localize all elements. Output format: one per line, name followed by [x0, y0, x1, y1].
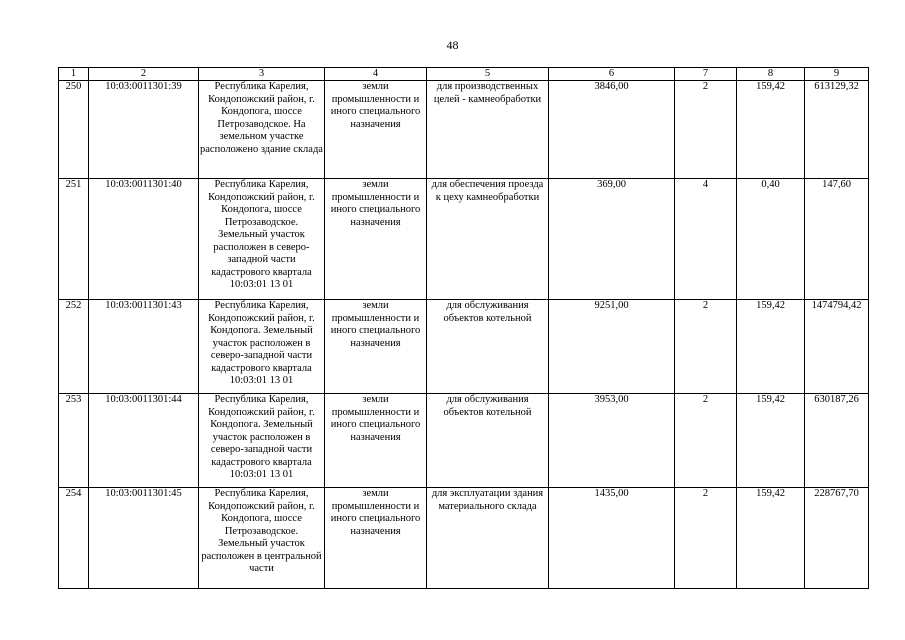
row-number: 254	[59, 488, 89, 589]
area-cell: 9251,00	[549, 300, 675, 394]
column-header: 1	[59, 68, 89, 81]
cadastral-number: 10:03:0011301:45	[89, 488, 199, 589]
column-9-cell: 630187,26	[805, 394, 869, 488]
column-7-cell: 2	[675, 81, 737, 179]
land-category-cell: земли промышленности и иного специального назначения	[325, 488, 427, 589]
column-8-cell: 159,42	[737, 394, 805, 488]
address-cell: Республика Карелия, Кондопожский район, г. Кондопога, шоссе Петрозаводское. Земельный участок расположен в северо-западной части кадастрового квартала 10:03:01 13 01	[199, 179, 325, 300]
column-9-cell: 613129,32	[805, 81, 869, 179]
permitted-use-cell: для эксплуатации здания материального склада	[427, 488, 549, 589]
row-number: 250	[59, 81, 89, 179]
column-7-cell: 2	[675, 394, 737, 488]
table-header-row	[59, 68, 869, 81]
row-number: 253	[59, 394, 89, 488]
cadastral-number: 10:03:0011301:39	[89, 81, 199, 179]
row-number: 251	[59, 179, 89, 300]
column-9-cell: 1474794,42	[805, 300, 869, 394]
land-category-cell: земли промышленности и иного специального назначения	[325, 81, 427, 179]
permitted-use-cell: для обеспечения проезда к цеху камнеобработки	[427, 179, 549, 300]
area-cell: 3846,00	[549, 81, 675, 179]
column-8-cell: 159,42	[737, 300, 805, 394]
land-category-cell: земли промышленности и иного специального назначения	[325, 394, 427, 488]
page-number: 48	[446, 38, 459, 52]
column-header: 6	[549, 68, 675, 81]
land-plots-table	[58, 67, 869, 589]
table-row	[59, 300, 869, 394]
address-cell: Республика Карелия, Кондопожский район, г. Кондопога. Земельный участок расположен в северо-западной части кадастрового квартала 10:03:01 13 01	[199, 394, 325, 488]
cadastral-number: 10:03:0011301:44	[89, 394, 199, 488]
column-header: 3	[199, 68, 325, 81]
column-7-cell: 2	[675, 300, 737, 394]
table-row	[59, 488, 869, 589]
cadastral-number: 10:03:0011301:43	[89, 300, 199, 394]
area-cell: 1435,00	[549, 488, 675, 589]
column-9-cell: 228767,70	[805, 488, 869, 589]
column-header: 4	[325, 68, 427, 81]
address-cell: Республика Карелия, Кондопожский район, г. Кондопога. Земельный участок расположен в северо-западной части кадастрового квартала 10:03:01 13 01	[199, 300, 325, 394]
column-8-cell: 159,42	[737, 81, 805, 179]
column-header: 5	[427, 68, 549, 81]
land-category-cell: земли промышленности и иного специального назначения	[325, 300, 427, 394]
area-cell: 369,00	[549, 179, 675, 300]
permitted-use-cell: для обслуживания объектов котельной	[427, 394, 549, 488]
permitted-use-cell: для обслуживания объектов котельной	[427, 300, 549, 394]
column-7-cell: 4	[675, 179, 737, 300]
cadastral-number: 10:03:0011301:40	[89, 179, 199, 300]
address-cell: Республика Карелия, Кондопожский район, г. Кондопога, шоссе Петрозаводское. На земельном участке расположено здание склада	[199, 81, 325, 179]
column-header: 7	[675, 68, 737, 81]
area-cell: 3953,00	[549, 394, 675, 488]
address-cell: Республика Карелия, Кондопожский район, г. Кондопога, шоссе Петрозаводское. Земельный участок расположен в центральной части	[199, 488, 325, 589]
land-category-cell: земли промышленности и иного специального назначения	[325, 179, 427, 300]
table-row	[59, 394, 869, 488]
column-header: 9	[805, 68, 869, 81]
column-header: 2	[89, 68, 199, 81]
column-9-cell: 147,60	[805, 179, 869, 300]
table-row	[59, 179, 869, 300]
column-8-cell: 0,40	[737, 179, 805, 300]
column-7-cell: 2	[675, 488, 737, 589]
column-header: 8	[737, 68, 805, 81]
table-row	[59, 81, 869, 179]
permitted-use-cell: для производственных целей - камнеобработки	[427, 81, 549, 179]
row-number: 252	[59, 300, 89, 394]
column-8-cell: 159,42	[737, 488, 805, 589]
